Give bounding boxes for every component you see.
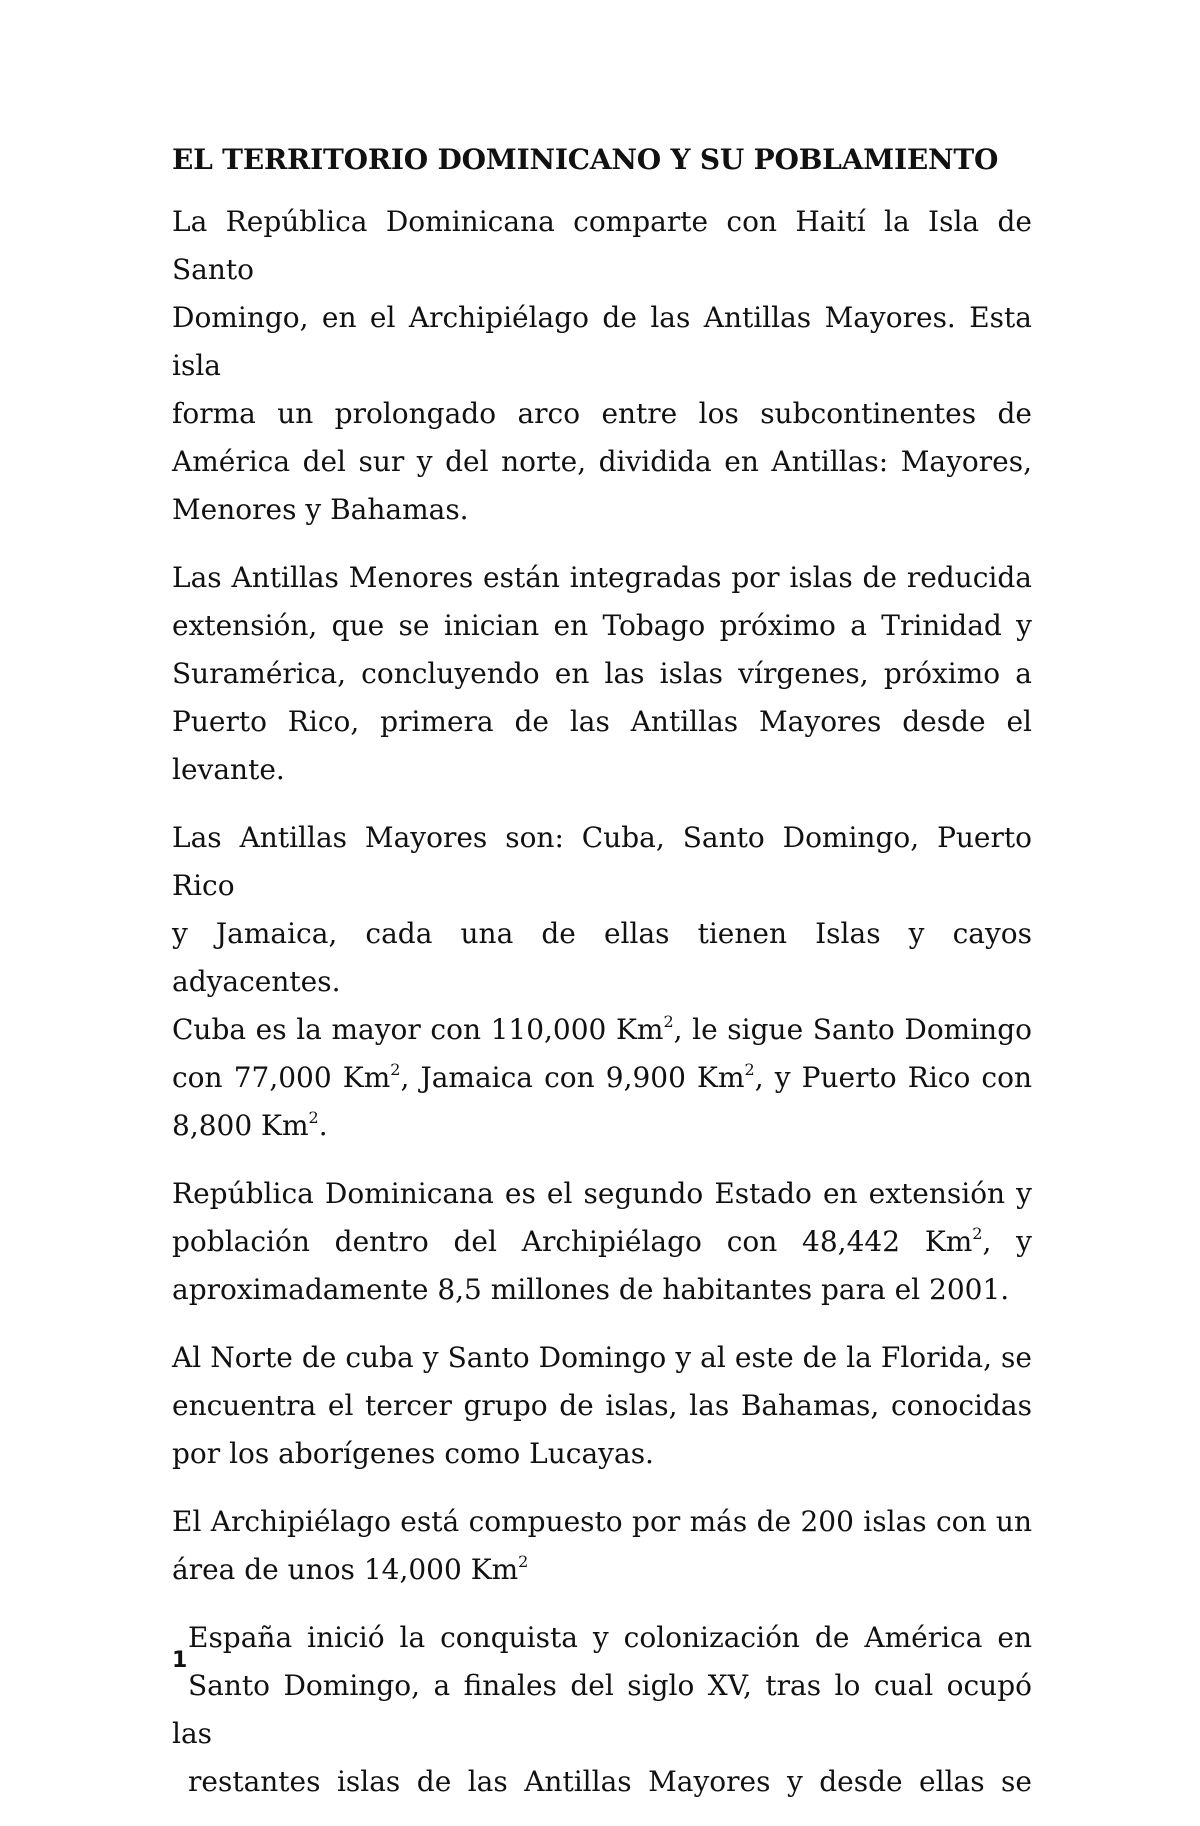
paragraph-3: [172, 814, 1032, 1150]
text-line: forma un prolongado arco entre los subcontinentes de: [172, 397, 1032, 430]
paragraph-4: [172, 1170, 1032, 1314]
text-segment: 8,800 Km: [172, 1109, 309, 1142]
text-segment: , y: [982, 1225, 1032, 1258]
text-line: [172, 1006, 1032, 1054]
text-line: Al Norte de cuba y Santo Domingo y al este de la Florida, se: [172, 1341, 1032, 1374]
text-line: España inició la conquista y colonización de América en: [188, 1621, 1032, 1654]
text-segment: con 77,000 Km: [172, 1061, 391, 1094]
text-line: Puerto Rico, primera de las Antillas Mayores desde el: [172, 705, 1032, 738]
paragraph-5: [172, 1334, 1032, 1478]
superscript: 2: [972, 1223, 983, 1243]
page-title: EL TERRITORIO DOMINICANO Y SU POBLAMIENTO: [172, 143, 999, 176]
text-segment: , Jamaica con 9,900 Km: [400, 1061, 745, 1094]
text-segment: , y Puerto Rico con: [754, 1061, 1032, 1094]
text-line: Santo Domingo, a finales del siglo XV, tras lo cual ocupó las: [172, 1669, 1032, 1750]
text-line: Menores y Bahamas.: [172, 493, 469, 526]
text-line: La República Dominicana comparte con Haití la Isla de Santo: [172, 205, 1032, 286]
text-line: [172, 1054, 1032, 1102]
text-line: República Dominicana es el segundo Estado en extensión y: [172, 1177, 1032, 1210]
text-line: Las Antillas Menores están integradas por islas de reducida: [172, 561, 1032, 594]
paragraph-7: [172, 1614, 1032, 1806]
text-line: El Archipiélago está compuesto por más de 200 islas con un: [172, 1505, 1032, 1538]
text-line: restantes islas de las Antillas Mayores y desde ellas se: [188, 1765, 1032, 1798]
text-line: Domingo, en el Archipiélago de las Antillas Mayores. Esta isla: [172, 301, 1032, 382]
text-line: y Jamaica, cada una de ellas tienen Islas y cayos adyacentes.: [172, 917, 1032, 998]
document-body: [172, 140, 1032, 1826]
page-number: 1: [172, 1648, 188, 1673]
text-segment: .: [318, 1109, 328, 1142]
text-line: América del sur y del norte, dividida en Antillas: Mayores,: [172, 445, 1032, 478]
text-segment: población dentro del Archipiélago con 48,442 Km: [172, 1225, 973, 1258]
text-line: [172, 1546, 1032, 1594]
paragraph-2: [172, 554, 1032, 794]
paragraph-6: [172, 1498, 1032, 1594]
paragraph-1: [172, 198, 1032, 534]
text-line: extensión, que se inician en Tobago próximo a Trinidad y: [172, 609, 1032, 642]
text-line: [172, 1218, 1032, 1266]
superscript: 2: [744, 1059, 755, 1079]
text-line: por los aborígenes como Lucayas.: [172, 1437, 654, 1470]
superscript: 2: [308, 1107, 319, 1127]
text-line: encuentra el tercer grupo de islas, las Bahamas, conocidas: [172, 1389, 1032, 1422]
text-line: [172, 1102, 1032, 1150]
superscript: 2: [390, 1059, 401, 1079]
superscript: 2: [518, 1551, 529, 1571]
text-segment: Cuba es la mayor con 110,000 Km: [172, 1013, 664, 1046]
text-segment: área de unos 14,000 Km: [172, 1553, 519, 1586]
text-line: Las Antillas Mayores son: Cuba, Santo Domingo, Puerto Rico: [172, 821, 1032, 902]
text-line: aproximadamente 8,5 millones de habitantes para el 2001.: [172, 1273, 1010, 1306]
text-line: levante.: [172, 753, 285, 786]
text-line: Suramérica, concluyendo en las islas vírgenes, próximo a: [172, 657, 1032, 690]
text-segment: , le sigue Santo Domingo: [673, 1013, 1032, 1046]
superscript: 2: [663, 1011, 674, 1031]
